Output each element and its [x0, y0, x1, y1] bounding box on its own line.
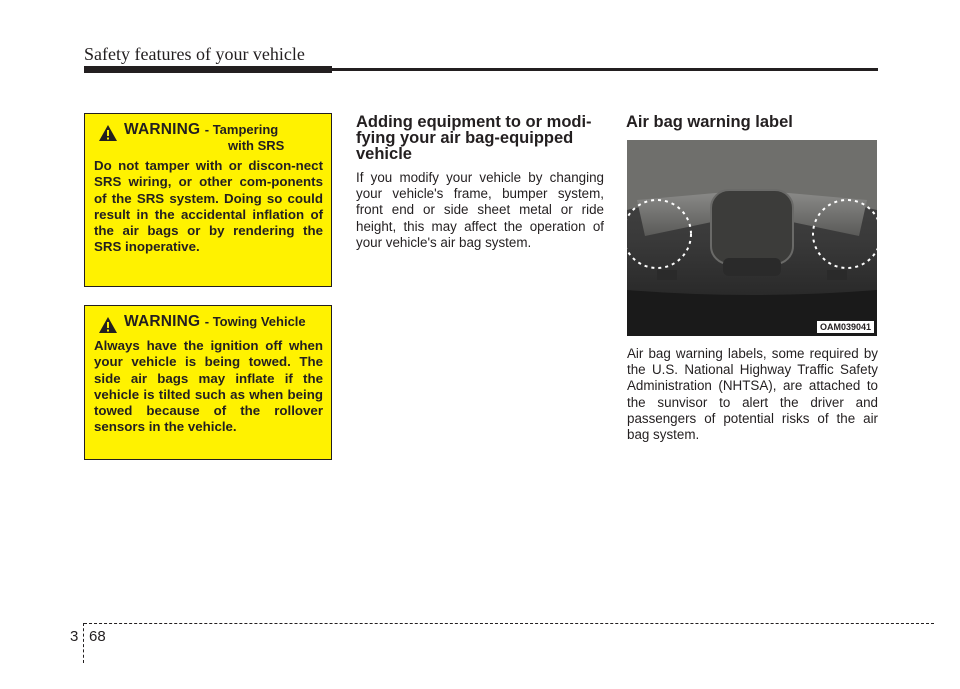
warning-header [98, 122, 323, 154]
warning-text: Do not tamper with or discon-nect SRS wiring, or other com-ponents of the SRS system. Doing so could result in the accidental inflation of the air bags or by rendering the SRS inoperative. [94, 158, 323, 255]
sunvisor-photo [627, 140, 877, 336]
warning-subtitle: - Tampering [204, 122, 279, 137]
section-body-airbag-label: Air bag warning labels, some required by the U.S. National Highway Traffic Safety Administration (NHTSA), are attached to the sunvisor to alert the driver and passengers of potential risks of the air bag system. [627, 346, 878, 443]
warning-subtitle: - Towing Vehicle [204, 314, 306, 329]
warning-triangle-icon [98, 316, 118, 334]
warning-subtitle-line2: with SRS [228, 138, 285, 153]
warning-box-tampering [84, 113, 332, 287]
header-rule-accent [84, 66, 332, 73]
warning-text: Always have the ignition off when your vehicle is being towed. The side air bags may inflate if the vehicle is tilted such as when being towed because of the rollover sensors in the vehicle. [94, 338, 323, 435]
footer-rule [84, 623, 934, 624]
footer-divider [83, 623, 84, 663]
section-title-adding-equipment: Adding equipment to or modi-fying your air bag-equipped vehicle [356, 113, 592, 163]
warning-word: WARNING [124, 313, 201, 330]
sunvisor-illustration [627, 140, 877, 336]
chapter-number: 3 [70, 628, 79, 645]
page-header-title: Safety features of your vehicle [84, 44, 305, 64]
warning-word: WARNING [124, 121, 201, 138]
image-code-label: OAM039041 [817, 321, 874, 333]
warning-box-towing [84, 305, 332, 460]
page-number: 68 [89, 628, 106, 645]
section-body-adding-equipment: If you modify your vehicle by changing your vehicle's frame, bumper system, front end or side sheet metal or ride height, this may affect the operation of your vehicle's air bag system. [356, 170, 604, 250]
warning-header [98, 314, 323, 334]
warning-triangle-icon [98, 124, 118, 142]
section-title-airbag-label: Air bag warning label [626, 113, 793, 131]
